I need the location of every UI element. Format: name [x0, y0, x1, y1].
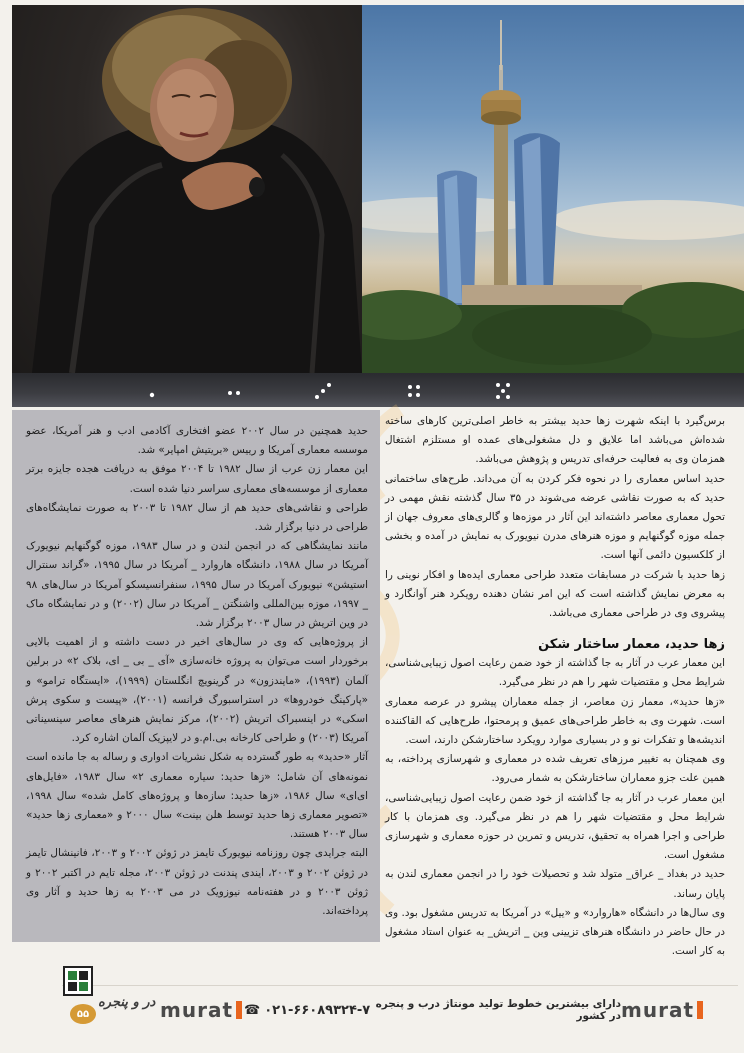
- tower-photo: [362, 5, 744, 373]
- left-paragraph: از پروژه‌هایی که وی در سال‌های اخیر در دست داشته و از اهمیت بالایی برخوردار است می‌توان به پروژه خانه‌سازی «آی _ بی _ ای، بلاک ۲» در برلین آلمان (۱۹۹۳)، «مایندزون» در گرینویچ انگلستان (۱۹۹۹)، «ایستگاه ترامو» و «پارکینگ خودروها» در استراسبورگ فرانسه (۲۰۰۱)، «پیست و سکوی پرش اسکی» در اینسبراک اتریش (۲۰۰۲)، مرکز نمایش هنرهای معاصر سینسیناتی آمریکا (۲۰۰۳) و طراحی کارخانه بی.ام.و در لایپزیک آلمان اشاره کرد.: [26, 636, 369, 745]
- left-paragraph: مانند نمایشگاهی که در انجمن لندن و در سال ۱۹۸۳، موزه گوگنهایم نیویورک آمریکا در سال ۱۹۸۸، دانشگاه هاروارد _ آمریکا در سال ۱۹۹۵، «گراند سنترال استیشن» نیویورک آمریکا در سال ۱۹۹۵، سنفرانسیسکو آمریکا در سال‌های ۹۸ _ ۱۹۹۷، موزه بین‌المللی واشنگتن _ آمریکا در سال (۲۰۰۲) و در نمایشگاه ماک در وین اتریش در سال ۲۰۰۳ برگزار شد.: [26, 540, 369, 630]
- footer-advert: [160, 995, 705, 1025]
- right-paragraph: برس‌گیرد با اینکه شهرت زها حدید بیشتر به خاطر اصلی‌ترین کارهای ساخته شده‌اش می‌باشد اما علایق و دل مشغولی‌های عمده او مستلزم اشتغال همزمان وی به فعالیت حرفه‌ای تدریس و پژوهش می‌باشد.: [385, 415, 725, 466]
- page-number: ۵۵: [70, 1004, 96, 1024]
- right-paragraph: حدید اساس معماری را در نحوه فکر کردن به آن می‌داند. طرح‌های ساختمانی حدید که به صورت نقاشی عرضه می‌شوند در ۳۵ سال گذشته نقش مهمی در تحول معماری معاصر داشته‌اند این آثار در موزه‌ها و گالری‌های معروف جهان از جمله موزه گوگنهایم و موزه هنرهای مدرن نیویورک به نمایش در آمده و بخشی از کلکسیون دائمی آنها است.: [385, 472, 726, 562]
- right-paragraph: این معمار عرب در آثار به جا گذاشته از خود ضمن رعایت اصول زیبایی‌شناسی، شرایط محل و مقتضیات شهر را هم در نظر می‌گیرد.: [385, 657, 725, 689]
- left-paragraph: این معمار زن عرب از سال ۱۹۸۲ تا ۲۰۰۴ موفق به دریافت هجده جایزه برتر معماری از موسسه‌های معماری سراسر دنیا شده است.: [26, 463, 368, 495]
- footer-divider: [62, 985, 738, 986]
- portrait-photo: [12, 5, 362, 373]
- phone-number: [244, 1003, 370, 1018]
- section-heading: زها حدید، معمار ساختار شکن: [538, 637, 725, 653]
- right-paragraph: وی سال‌ها در دانشگاه «هاروارد» و «ییل» در آمریکا به تدریس مشغول بود. وی در حال حاضر در دانشگاه هنرهای تزیینی وین _ اتریش_ به عنوان استاد مشغول به کار است.: [385, 906, 725, 958]
- murat-logo-text: murat: [160, 998, 233, 1022]
- magazine-name: در و پنجره: [98, 995, 156, 1010]
- right-paragraph: این معمار عرب در آثار به جا گذاشته از خود ضمن رعایت اصول زیبایی‌شناسی، شرایط محل و مقتضیات شهر را هم در نظر می‌گیرد. وی همزمان با کار طراحی و اجرا همراه به تحقیق، تدریس و تمرین در حوزه معماری و شهرسازی مشغول است.: [385, 791, 725, 862]
- right-paragraph: حدید در بغداد _ عراق_ متولد شد و تحصیلات خود را در انجمن معماری لندن به پایان رساند.: [385, 868, 725, 900]
- murat-logo-bar: [697, 1001, 703, 1019]
- right-paragraph: «زها حدید»، معمار زن معاصر، از جمله معماران پیشرو در عرصه معماری است. شهرت وی به خاطر طراحی‌های عمیق و پرمحتوا، طرح‌هایی که القاکننده اندیشه‌ها و تفکرات نو و در بسیاری موارد رویکرد ساختارشکن دارند، است.: [385, 695, 725, 747]
- ad-tagline: دارای بیشترین خطوط تولید مونتاژ درب و پنجره در کشور: [375, 998, 621, 1022]
- murat-logo-bar: [236, 1001, 242, 1019]
- murat-logo-text: murat: [621, 998, 694, 1022]
- left-paragraph: آثار «حدید» به طور گسترده به شکل نشریات ادواری و رساله به جا مانده است نمونه‌های آن شامل: «زها حدید: سیاره معماری ۲» سال ۱۹۸۳، «فایل‌های ای‌ای» سال ۱۹۸۶، «زها حدید: سازه‌ها و پروژه‌های کامل شده» سال ۱۹۹۸، «تصویر معماری زها حدید توسط هلن بینت» سال ۲۰۰۰ و «معماری زها حدید» سال ۲۰۰۳ هستند.: [26, 751, 368, 841]
- right-text-column: [385, 410, 731, 958]
- phone-icon: ☎: [244, 1002, 261, 1018]
- photo-caption-strip: [12, 373, 744, 407]
- phone-text: ۰۲۱-۶۶۰۸۹۳۲۴-۷: [264, 1002, 371, 1018]
- right-paragraph: وی همچنان به تغییر مرزهای تعریف شده در معماری و شهرسازی پرداخته، به همین علت جزو معماران ساختارشکن به شمار می‌رود.: [385, 753, 725, 785]
- murat-logo-left: [160, 998, 244, 1022]
- murat-logo-right: [621, 998, 705, 1022]
- left-paragraph: حدید همچنین در سال ۲۰۰۲ عضو افتخاری آکادمی ادب و هنر آمریکا، عضو موسسه معماری آمریکا و رییس «بریتیش امپایر» شد.: [26, 425, 368, 457]
- left-text-column: [12, 410, 380, 942]
- left-paragraph: البته جرایدی چون روزنامه نیویورک تایمز در ژوئن ۲۰۰۲ و ۲۰۰۳، فانینشال تایمز در ژوئن ۲۰۰۲ و ۲۰۰۳، ایندی پندنت در ژوئن ۲۰۰۳، مجله تایم در اکتبر ۲۰۰۲ و ژوئن ۲۰۰۳ و در هفته‌نامه نیوزویک در می ۲۰۰۳ به زها حدید و آثار وی پرداخته‌اند.: [26, 847, 369, 918]
- left-paragraph: طراحی و نقاشی‌های حدید هم از سال ۱۹۸۲ تا ۲۰۰۳ به صورت نمایشگاه‌های طراحی در دنیا برگزار شد.: [26, 501, 368, 534]
- right-paragraph: زها حدید با شرکت در مسابقات متعدد طراحی معماری ایده‌ها و افکار نوینی را به معرض نمایش گذاشته است که این امر نشان دهنده رویکرد هنر آوانگارد و پیشروی وی در طراحی معماری می‌باشد.: [385, 568, 725, 620]
